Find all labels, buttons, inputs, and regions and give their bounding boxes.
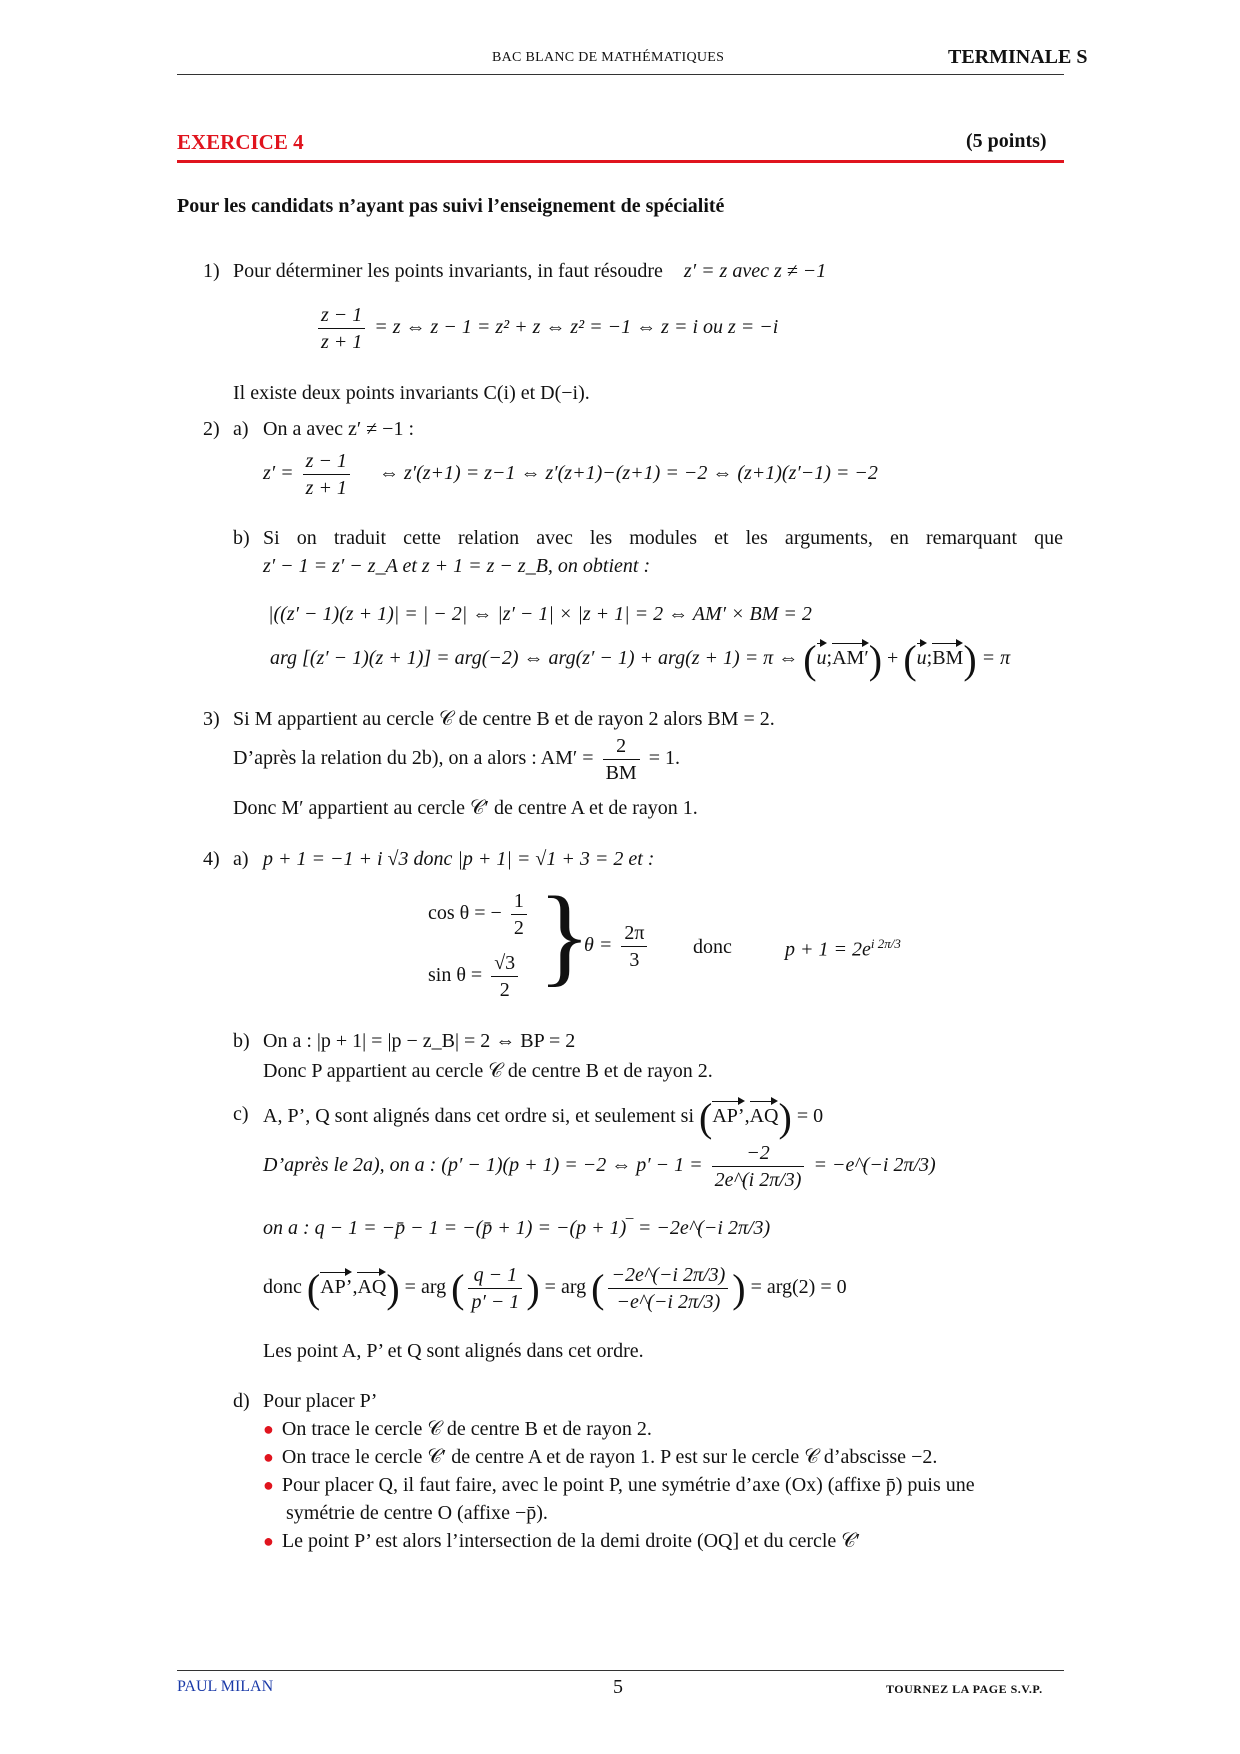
q4c-line4-start: donc	[263, 1276, 302, 1299]
q2b-arg-end: = π	[981, 647, 1011, 670]
q4a-brace: }	[538, 874, 591, 996]
q4a-theta-den: 3	[629, 949, 640, 971]
q4c-line4-paren3-open: (	[591, 1266, 605, 1311]
q4a-cos-den: 2	[513, 917, 524, 939]
q3-line2-end: = 1.	[648, 747, 680, 770]
q4c-line4-f2-num: −2e^(−i 2π/3)	[608, 1262, 728, 1289]
q4a-result-exp: i 2π/3	[870, 936, 901, 951]
header-rule	[177, 74, 1064, 75]
q4b-label: b)	[233, 1030, 250, 1052]
q2b-line1: Si on traduit cette relation avec les modules et les arguments, en remarquant que	[263, 527, 1063, 549]
q4a-theta	[584, 920, 651, 973]
q4c-line4-mid: = arg	[404, 1276, 447, 1299]
q4d-item-4-text: Le point P’ est alors l’intersection de la demi droite (OQ] et du cercle 𝒞′	[281, 1530, 861, 1552]
footer-turn-page: TOURNEZ LA PAGE S.V.P.	[886, 1682, 1043, 1696]
q4c-line2-end: = −e^(−i 2π/3)	[813, 1154, 936, 1177]
q3-line1: Si M appartient au cercle 𝒞 de centre B et de rayon 2 alors BM = 2.	[233, 708, 775, 730]
q1-equation: z′ = z avec z ≠ −1	[683, 260, 827, 282]
q4c-paren-close: )	[778, 1095, 792, 1140]
q4c-vec-ap: AP’	[712, 1099, 744, 1128]
q1-frac-den: z + 1	[321, 331, 363, 353]
q4c-line4-paren2-close: )	[526, 1266, 540, 1311]
q2b-paren-close-2: )	[963, 637, 977, 682]
q4a-result-base: p + 1 = 2e	[785, 938, 871, 961]
q2b-arg-left: arg [(z′ − 1)(z + 1)] = arg(−2) ⇔ arg(z′ − 1) + arg(z + 1) = π ⇔	[270, 647, 799, 670]
q4-number: 4)	[203, 848, 220, 870]
q4a-result	[785, 936, 901, 962]
q2a-fraction	[303, 448, 350, 501]
q2b-paren-open-2: (	[903, 637, 917, 682]
q3-line3: Donc M′ appartient au cercle 𝒞′ de centre A et de rayon 1.	[233, 797, 698, 819]
q4c-line2-num: −2	[712, 1140, 805, 1167]
q2a-lhs: z′ =	[263, 462, 294, 485]
header-right: TERMINALE S	[948, 46, 1088, 68]
title-rule	[177, 160, 1064, 163]
q4c-line4-f1-den: p′ − 1	[471, 1291, 520, 1313]
bullet-icon: ●	[263, 1531, 274, 1551]
exercise-subtitle: Pour les candidats n’ayant pas suivi l’enseignement de spécialité	[177, 195, 725, 217]
q1-chain	[314, 302, 778, 355]
q1-intro	[233, 260, 826, 283]
q1-conclusion: Il existe deux points invariants C(i) et D(−i).	[233, 382, 590, 404]
q4c-line4-mid2: = arg	[544, 1276, 587, 1299]
header-left: BAC BLANC DE MATHÉMATIQUES	[492, 50, 725, 65]
bullet-icon: ●	[263, 1447, 274, 1467]
q3-number: 3)	[203, 708, 220, 730]
q3-fraction	[603, 733, 640, 786]
q3-line2-text: D’après la relation du 2b), on a alors : AM′ =	[233, 747, 594, 770]
q4c-line2	[263, 1140, 936, 1193]
q2b-modulus: |((z′ − 1)(z + 1)| = | − 2| ⇔ |z′ − 1| × |z + 1| = 2 ⇔ AM′ × BM = 2	[268, 603, 812, 625]
q4d-item-4	[263, 1530, 860, 1553]
q2b-paren-close-1: )	[868, 637, 883, 682]
exercise-points: (5 points)	[966, 130, 1047, 152]
q2b-argument: arg [(z′ − 1)(z + 1)] = arg(−2) ⇔ arg(z′ − 1) + arg(z + 1) = π ⇔ (u;AM′) + (u;BM) = π	[270, 637, 1011, 682]
q4c-label: c)	[233, 1103, 249, 1125]
q4c-line2-den: 2e^(i 2π/3)	[714, 1169, 802, 1191]
q4b-line2: Donc P appartient au cercle 𝒞 de centre B et de rayon 2.	[263, 1060, 713, 1082]
q4c-line2-left: D’après le 2a), on a : (p′ − 1)(p + 1) = −2 ⇔ p′ − 1 =	[263, 1154, 703, 1177]
q1-intro-text: Pour déterminer les points invariants, in faut résoudre	[233, 260, 663, 282]
q4d-item-3	[263, 1474, 975, 1497]
q4c-line4-paren2-open: (	[451, 1266, 465, 1311]
q4c-line4-frac2	[608, 1262, 728, 1315]
q4c-line1-end: = 0	[796, 1105, 824, 1128]
q2b-paren-open-1: (	[803, 637, 817, 682]
q4a-cos-frac	[511, 888, 527, 941]
q2b-vec-u-1: u	[817, 641, 827, 670]
q1-chain-text: = z ⇔ z − 1 = z² + z ⇔ z² = −1 ⇔ z = i ou z = −i	[374, 316, 779, 339]
q2a-frac-num: z − 1	[303, 448, 350, 475]
q4a-theta-num: 2π	[621, 920, 647, 947]
q4d-item-1-text: On trace le cercle 𝒞 de centre B et de rayon 2.	[281, 1418, 652, 1440]
q4d-item-2	[263, 1446, 937, 1469]
q2-number: 2)	[203, 418, 220, 440]
q4c-line4-f2-den: −e^(−i 2π/3)	[616, 1291, 721, 1313]
q4c-paren-open: (	[699, 1095, 713, 1140]
footer-page-number: 5	[613, 1676, 623, 1698]
q4c-line1-text: A, P’, Q sont alignés dans cet ordre si, et seulement si	[263, 1105, 695, 1128]
q4a-sin-frac	[491, 950, 518, 1003]
q4c-line4-frac1	[468, 1262, 522, 1315]
q4c-line4-paren-open: (	[306, 1266, 321, 1311]
q2b-label: b)	[233, 527, 250, 549]
q1-fraction	[318, 302, 365, 355]
q4a-donc: donc	[693, 936, 732, 958]
footer-rule	[177, 1670, 1064, 1671]
q4a-label: a)	[233, 848, 249, 870]
q4d-intro: Pour placer P’	[263, 1390, 378, 1412]
q4c-line4-f1-num: q − 1	[468, 1262, 522, 1289]
q4c-vec-aq: AQ	[750, 1099, 779, 1128]
q2a-chain	[263, 448, 878, 501]
q4a-cos-num: 1	[511, 888, 527, 915]
q4c-line1: A, P’, Q sont alignés dans cet ordre si, et seulement si (AP’,AQ) = 0	[263, 1095, 824, 1140]
q4a-cos	[428, 888, 531, 941]
q4c-line4-paren-close: )	[386, 1266, 400, 1311]
q4a-line: p + 1 = −1 + i √3 donc |p + 1| = √1 + 3 = 2 et :	[263, 848, 655, 870]
q4b-line1: On a : |p + 1| = |p − z_B| = 2 ⇔ BP = 2	[263, 1030, 576, 1052]
q2b-vec-u-2: u	[917, 641, 927, 670]
q4a-sin-den: 2	[499, 979, 510, 1001]
q4a-cos-lhs: cos θ = −	[428, 902, 502, 925]
q2a-label: a)	[233, 418, 249, 440]
q4d-item-2-text: On trace le cercle 𝒞′ de centre A et de rayon 1. P est sur le cercle 𝒞 d’abscisse −2.	[281, 1446, 938, 1468]
q3-frac-num: 2	[603, 733, 640, 760]
q4d-item-3-cont: symétrie de centre O (affixe −p̄).	[286, 1502, 548, 1524]
q4c-line4-vec-ap: AP’	[320, 1270, 352, 1299]
q4d-item-3-text: Pour placer Q, il faut faire, avec le point P, une symétrie d’axe (Ox) (affixe p̄) puis une	[281, 1474, 975, 1496]
bullet-icon: ●	[263, 1475, 274, 1495]
q4c-line3: on a : q − 1 = −p̄ − 1 = −(p̄ + 1) = −(p + 1)‾ = −2e^(−i 2π/3)	[263, 1217, 771, 1239]
q4d-item-1	[263, 1418, 652, 1441]
q4c-line4-paren3-close: )	[732, 1266, 746, 1311]
q4c-line4-end: = arg(2) = 0	[750, 1276, 847, 1299]
q4a-theta-frac	[621, 920, 647, 973]
q2b-line2: z′ − 1 = z′ − z_A et z + 1 = z − z_B, on obtient :	[263, 555, 651, 577]
q4a-sin-num: √3	[491, 950, 518, 977]
q1-frac-num: z − 1	[318, 302, 365, 329]
q3-line2	[233, 733, 680, 786]
q4a-theta-lhs: θ =	[584, 934, 613, 957]
q4d-label: d)	[233, 1390, 250, 1412]
q2b-vec-am: AM′	[832, 641, 869, 670]
q2a-frac-den: z + 1	[305, 477, 347, 499]
q4c-line2-frac	[712, 1140, 805, 1193]
exercise-title: EXERCICE 4	[177, 130, 304, 154]
q3-frac-den: BM	[605, 762, 637, 784]
q4a-sin-lhs: sin θ =	[428, 964, 483, 987]
footer-author: PAUL MILAN	[177, 1678, 274, 1695]
q2a-chain-text: ⇔ z′(z+1) = z−1 ⇔ z′(z+1)−(z+1) = −2 ⇔ (z+1)(z′−1) = −2	[378, 462, 878, 485]
q4c-conclusion: Les point A, P’ et Q sont alignés dans cet ordre.	[263, 1340, 644, 1362]
q2a-intro: On a avec z′ ≠ −1 :	[263, 418, 415, 440]
q4c-line4: donc (AP’,AQ) = arg ( $\frac{q - 1}{p' - 1}$ ) = arg ( $\frac{-2e\^{}(-i 2\pi/3)}{-e\^{}(-i 2\pi/3)}$ ) = arg(2) = 0	[263, 1264, 847, 1313]
q1-number: 1)	[203, 260, 220, 282]
q4c-line4-vec-aq: AQ	[357, 1270, 386, 1299]
q2b-vec-bm: BM	[932, 641, 963, 670]
bullet-icon: ●	[263, 1419, 274, 1439]
q4a-sin	[428, 950, 522, 1003]
